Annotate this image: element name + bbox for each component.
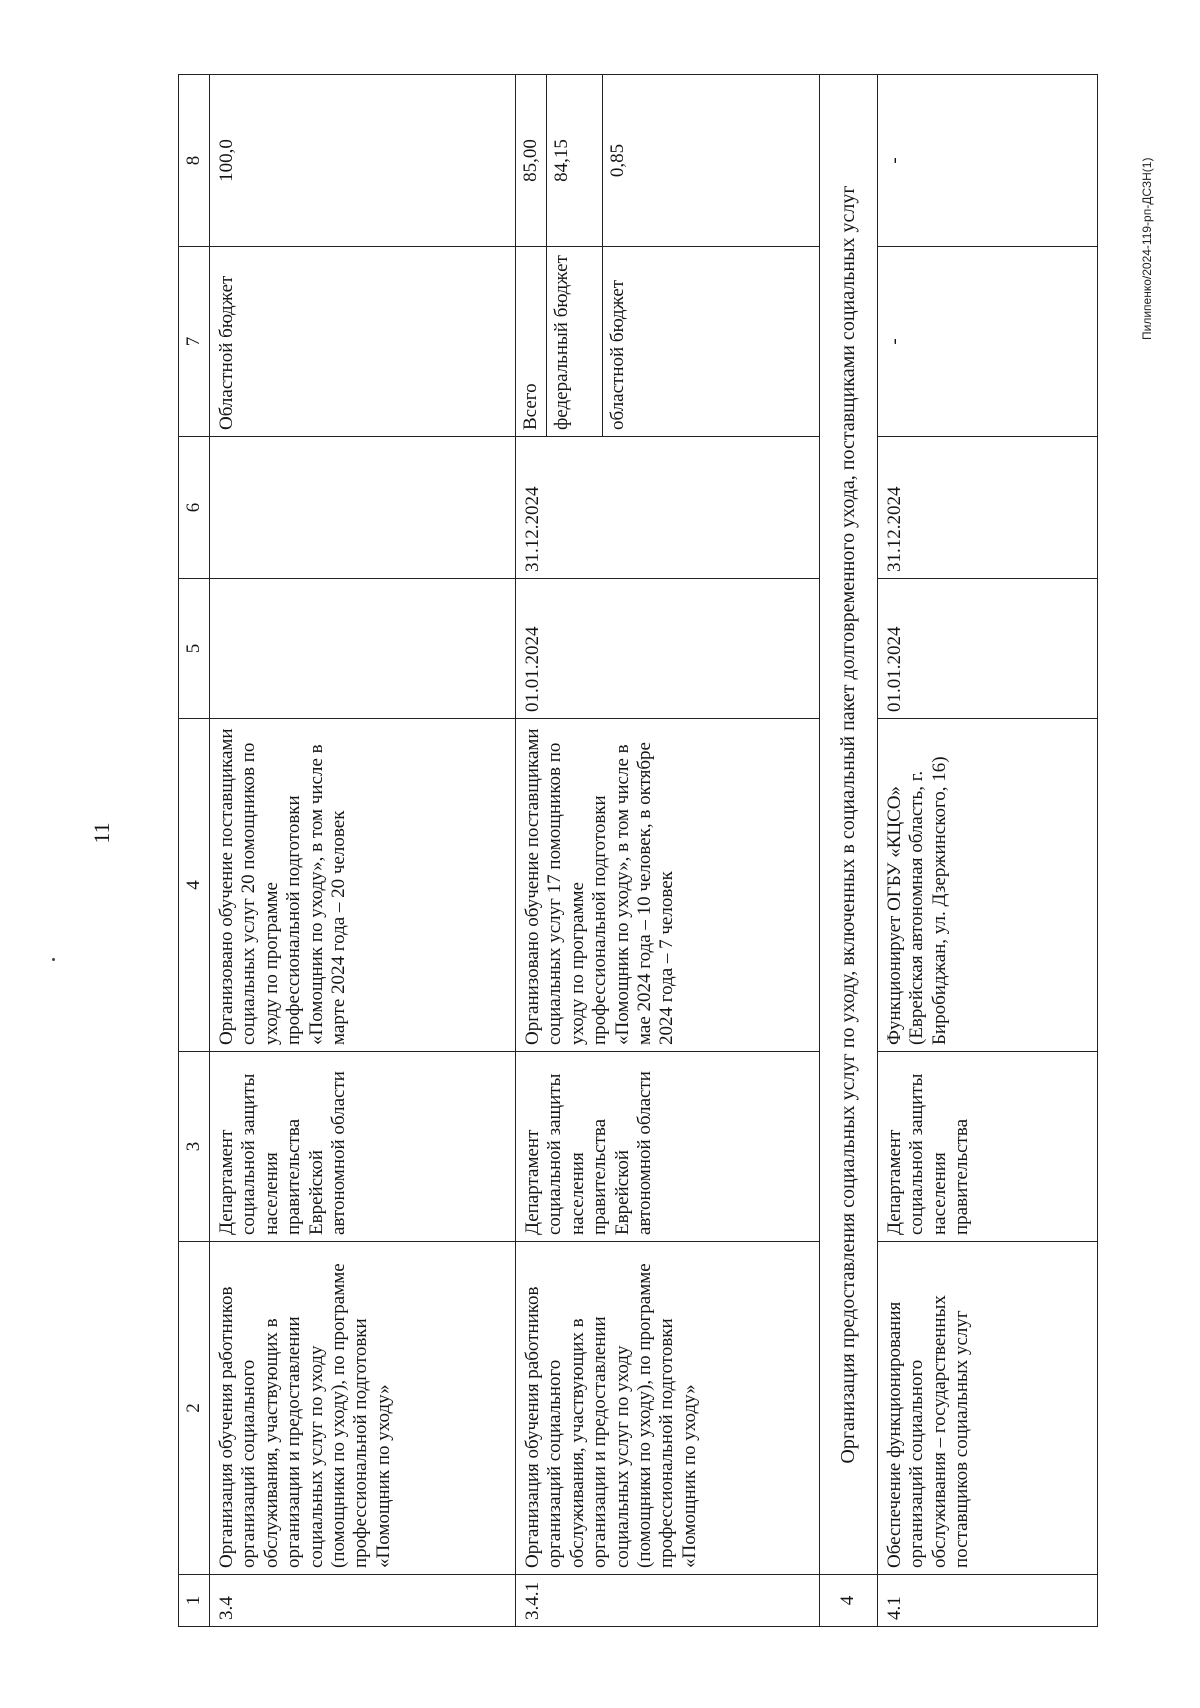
funding-amount-regional: 0,85 (607, 143, 629, 178)
expected-result: Функционирует ОГБУ «КЦСО» (Еврейская автономная область, г. Биробиджан, ул. Дзержинского, 16) (878, 719, 1098, 1052)
row-number: 3.4.1 (516, 1575, 820, 1627)
column-header-1: 1 (179, 1575, 210, 1627)
funding-amount: - (878, 75, 1098, 247)
column-header-3: 3 (179, 1052, 210, 1242)
activities-table (178, 74, 1098, 1627)
task-description: Обеспечение функционирования организаций социального обслуживания – государственных поставщиков социальных услуг (878, 1242, 1098, 1575)
executor: Департамент социальной защиты населения правительства (878, 1052, 1098, 1242)
table-row-3-4-1 (516, 75, 820, 1627)
start-date: 01.01.2024 (516, 579, 820, 719)
column-header-8: 8 (179, 75, 210, 247)
funding-source-total: Всего (516, 247, 547, 436)
section-number: 4 (820, 1575, 878, 1627)
expected-result: Организовано обучение поставщиками социальных услуг 17 помощников по уходу по программе профессиональной подготовки «Помощник по уходу», в том числе в мае 2024 года – 10 человек, в октябре 2024 года – 7 человек (516, 719, 820, 1052)
column-header-7: 7 (179, 247, 210, 437)
start-date: 01.01.2024 (878, 579, 1098, 719)
funding-source: - (878, 247, 1098, 437)
task-description: Организация обучения работников организаций социального обслуживания, участвующих в организации и предоставлении социальных услуг по уходу (помощники по уходу), по программе профессиональной подготовки «Помощник по уходу» (210, 1242, 516, 1575)
end-date: 31.12.2024 (878, 437, 1098, 579)
column-number-row (179, 75, 210, 1627)
expected-result: Организовано обучение поставщиками социальных услуг 20 помощников по уходу по программе профессиональной подготовки «Помощник по уходу», в том числе в марте 2024 года – 20 человек (210, 719, 516, 1052)
row-number: 3.4 (210, 1575, 516, 1627)
column-header-6: 6 (179, 437, 210, 579)
column-header-2: 2 (179, 1242, 210, 1575)
end-date: 31.12.2024 (516, 437, 820, 579)
rotated-table-container (178, 75, 1098, 1627)
column-header-4: 4 (179, 719, 210, 1052)
funding-amount-total: 85,00 (516, 75, 547, 246)
funding-amount-federal: 84,15 (547, 75, 603, 246)
start-date (210, 579, 516, 719)
row-number: 4.1 (878, 1575, 1098, 1627)
funding-sources (516, 247, 820, 437)
funding-amount: 100,0 (210, 75, 516, 247)
column-header-5: 5 (179, 579, 210, 719)
task-description: Организация обучения работников организаций социального обслуживания, участвующих в организации и предоставлении социальных услуг по уходу (помощники по уходу), по программе профессиональной подготовки «Помощник по уходу» (516, 1242, 820, 1575)
funding-source: Областной бюджет (210, 247, 516, 437)
funding-source-federal: федеральный бюджет (547, 247, 603, 436)
funding-source-breakdown (516, 247, 819, 436)
section-row-4 (820, 75, 878, 1627)
funding-source-regional: областной бюджет (607, 279, 629, 430)
section-title: Организация предоставления социальных услуг по уходу, включенных в социальный пакет долговременного ухода, поставщиками социальных услуг (820, 75, 878, 1575)
document-registration-code: Пилипенко/2024-119-рп-ДСЗН(1) (1140, 157, 1154, 340)
scan-speck (52, 958, 55, 961)
table-row-4-1 (878, 75, 1098, 1627)
funding-amounts (516, 75, 820, 247)
executor: Департамент социальной защиты населения правительства Еврейской автономной области (516, 1052, 820, 1242)
page-number: 11 (89, 822, 114, 844)
funding-amount-breakdown (516, 75, 819, 246)
table-row-3-4 (210, 75, 516, 1627)
end-date (210, 437, 516, 579)
executor: Департамент социальной защиты населения правительства Еврейской автономной области (210, 1052, 516, 1242)
